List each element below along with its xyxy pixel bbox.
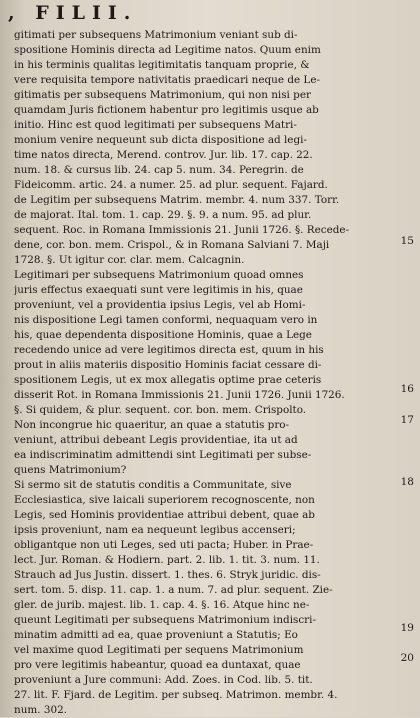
text-line: proveniunt, vel a providentia ipsius Legis, vel ab Homi- [14, 299, 306, 311]
margin-number: 16 [400, 383, 414, 395]
text-line: monium venire nequeunt sub dicta dispositione ad legi- [14, 134, 307, 146]
text-line: lect. Jur. Roman. & Hodiern. part. 2. lib. 1. tit. 3. num. 11. [14, 554, 320, 566]
text-line: spositionem Legis, ut ex mox allegatis optime prae ceteris [14, 374, 322, 386]
text-line: obligantque non uti Leges, sed uti pacta; Huber. in Prae- [14, 539, 314, 551]
text-line: vel maxime quod Legitimati per sequens Matrimonium [14, 644, 304, 656]
text-line: Strauch ad Jus Justin. dissert. 1. thes. 6. Stryk juridic. dis- [14, 569, 321, 581]
text-line: gitimatis per subsequens Matrimonium, qui non nisi per [14, 89, 311, 101]
text-line: ea indiscriminatim admittendi sint Legitimati per subse- [14, 449, 312, 461]
text-line: quamdam Juris fictionem habentur pro legitimis usque ab [14, 104, 319, 116]
text-line: sert. tom. 5. disp. 11. cap. 1. a num. 7. ad plur. sequent. Zie- [14, 584, 333, 596]
text-line: de majorat. Ital. tom. 1. cap. 29. §. 9. a num. 95. ad plur. [14, 209, 312, 221]
text-line: Legis, sed Hominis providentiae attribui debent, quae ab [14, 509, 315, 521]
text-line: minatim admitti ad ea, quae proveniunt a Statutis; Eo [14, 629, 298, 641]
text-line: queunt Legitimati per subsequens Matrimonium indiscri- [14, 614, 316, 626]
text-line: proveniunt a Jure communi: Add. Zoes. in Cod. lib. 5. tit. [14, 674, 313, 686]
text-line: §. Si quidem, & plur. sequent. cor. bon. mem. Crispolto. [14, 404, 307, 416]
running-header: , FILII. [8, 2, 138, 24]
text-line: vere requisita tempore nativitatis praedicari neque de Le- [14, 74, 320, 86]
text-line: Legitimari per subsequens Matrimonium quoad omnes [14, 269, 304, 281]
text-line: de Legitim per subsequens Matrim. membr. 4. num 337. Torr. [14, 194, 340, 206]
text-line: initio. Hinc est quod legitimati per subsequens Matri- [14, 119, 297, 131]
text-line: Non incongrue hic quaeritur, an quae a statutis pro- [14, 419, 290, 431]
text-line: num. 302. [14, 704, 67, 716]
text-line: nis dispositione Legi tamen conformi, nequaquam vero in [14, 314, 318, 326]
text-line: veniunt, attribui debeant Legis providentiae, ita ut ad [14, 434, 298, 446]
text-line: quens Matrimonium? [14, 464, 127, 476]
body-text [14, 28, 392, 718]
text-line: recedendo unice ad vere legitimos directa est, quum in his [14, 344, 324, 356]
margin-number: 20 [400, 652, 414, 664]
text-line: disserit Rot. in Romana Immissionis 21. Junii 1726. Junii 1726. [14, 389, 345, 401]
text-line: gler. de jurib. majest. lib. 1. cap. 4. §. 16. Atque hinc ne- [14, 599, 310, 611]
margin-number: 17 [400, 414, 414, 426]
text-line: his, quae dependenta dispositione Hominis, quae a Lege [14, 329, 312, 341]
margin-number: 19 [400, 622, 414, 634]
text-line: Si sermo sit de statutis conditis a Communitate, sive [14, 479, 292, 491]
text-line: 1728. §. Ut igitur cor. clar. mem. Calcagnin. [14, 254, 245, 266]
margin-number: 15 [400, 235, 414, 247]
text-line: spositione Hominis directa ad Legitime natos. Quum enim [14, 44, 321, 56]
text-line: num. 18. & cursus lib. 24. cap 5. num. 34. Peregrin. de [14, 164, 304, 176]
text-line: sequent. Roc. in Romana Immissionis 21. Junii 1726. §. Recede- [14, 224, 350, 236]
text-line: time natos directa, Merend. controv. Jur. lib. 17. cap. 22. [14, 149, 313, 161]
text-line: Fideicomm. artic. 24. a numer. 25. ad plur. sequent. Fajard. [14, 179, 328, 191]
text-line: ipsis proveniunt, nam ea nequeunt legibus accenseri; [14, 524, 296, 536]
text-line: juris effectus exaequati sunt vere legitimis in his, quae [14, 284, 303, 296]
text-line: gitimati per subsequens Matrimonium veniant sub di- [14, 29, 298, 41]
text-line: dene, cor. bon. mem. Crispol., & in Romana Salviani 7. Maji [14, 239, 330, 251]
text-line: in his terminis qualitas legitimitatis tanquam proprie, & [14, 59, 310, 71]
margin-number: 18 [400, 476, 414, 488]
text-line: prout in aliis materiis dispositio Hominis faciat cessare di- [14, 359, 322, 371]
text-line: 27. lit. F. Fjard. de Legitim. per subseq. Matrimon. membr. 4. [14, 689, 338, 701]
text-line: Ecclesiastica, sive laicali superiorem recognoscente, non [14, 494, 315, 506]
text-line: pro vere legitimis habeantur, quoad ea duntaxat, quae [14, 659, 301, 671]
